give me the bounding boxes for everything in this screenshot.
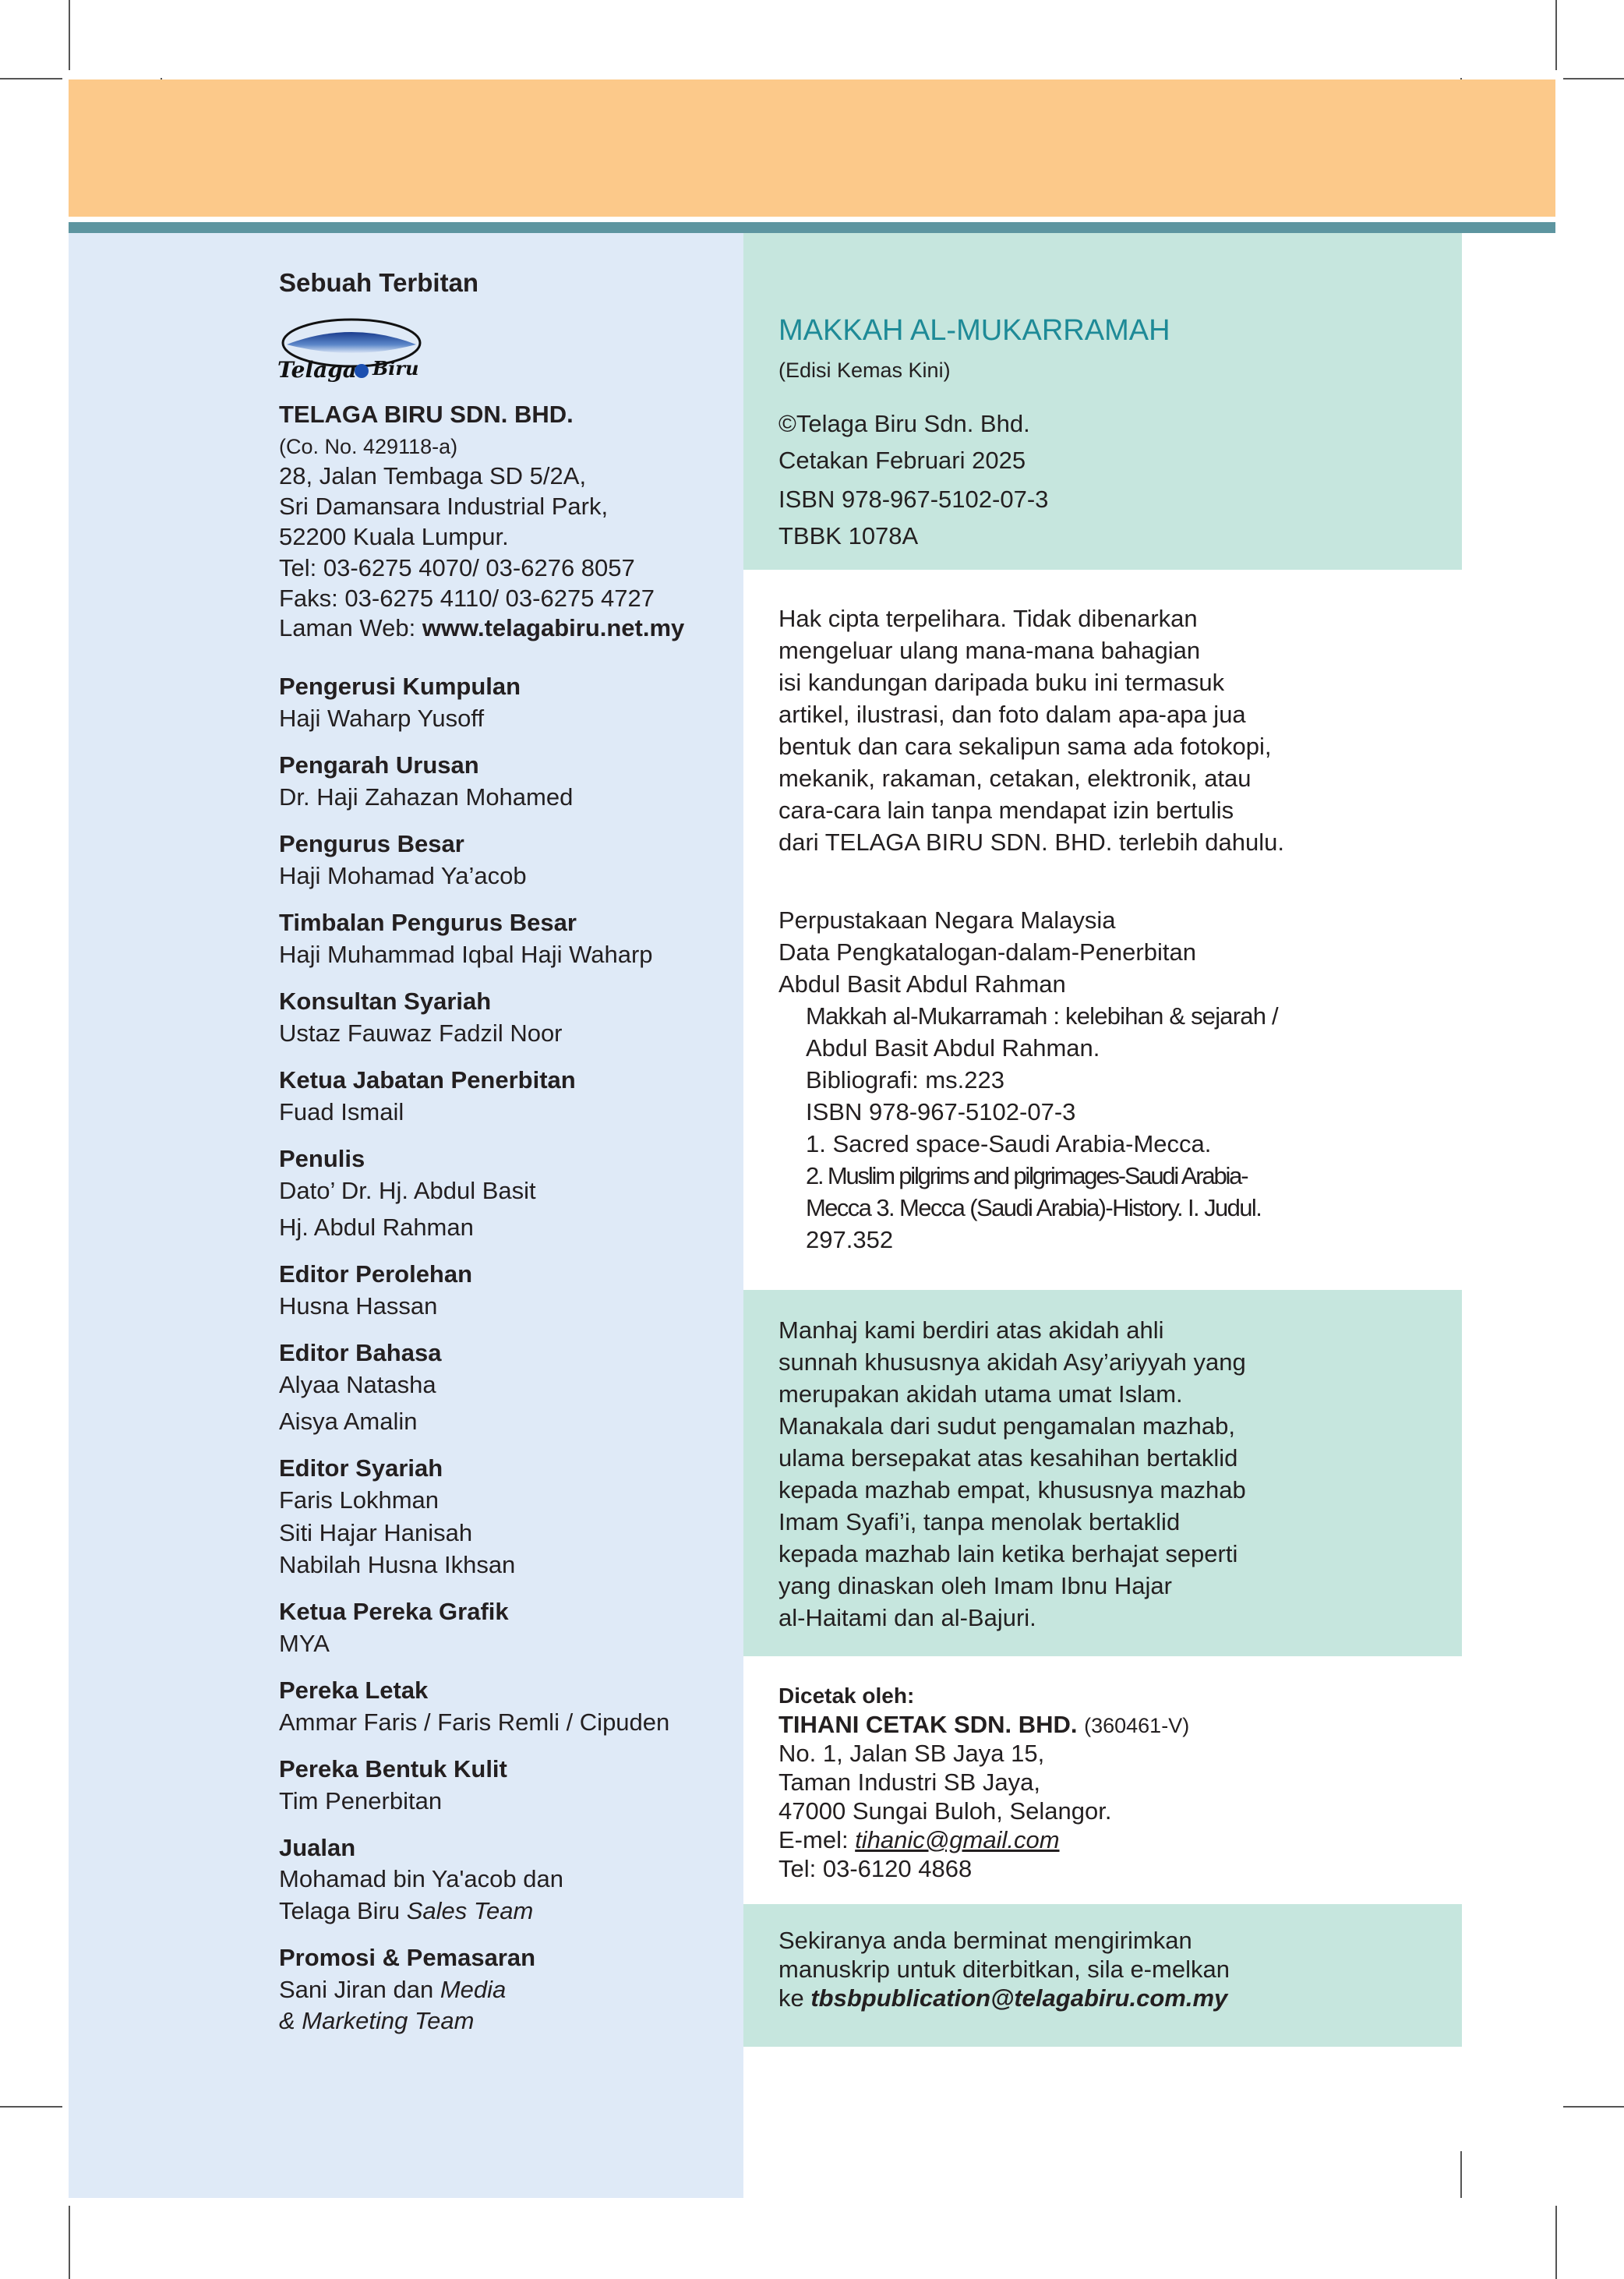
web-label: Laman Web: [279, 614, 422, 641]
crop-mark [1563, 2106, 1624, 2108]
rights-line: artikel, ilustrasi, dan foto dalam apa-apa jua [778, 701, 1246, 728]
printer-address-line: 47000 Sungai Buloh, Selangor. [778, 1797, 1112, 1825]
manuscript-line: Sekiranya anda berminat mengirimkan [778, 1927, 1192, 1954]
credit-name: Ammar Faris / Faris Remli / Cipuden [279, 1708, 670, 1736]
crop-mark [1563, 78, 1624, 80]
credit-name-part: Telaga Biru [279, 1897, 407, 1924]
book-edition: (Edisi Kemas Kini) [778, 359, 951, 382]
book-printing: Cetakan Februari 2025 [778, 447, 1026, 474]
crop-mark [69, 2206, 70, 2279]
credit-role: Ketua Pereka Grafik [279, 1598, 509, 1625]
manuscript-prefix: ke [778, 1984, 811, 2012]
printer-label: Dicetak oleh: [778, 1684, 915, 1708]
publisher-heading: Sebuah Terbitan [279, 268, 479, 297]
publisher-address-line: 52200 Kuala Lumpur. [279, 523, 509, 550]
book-copyright: ©Telaga Biru Sdn. Bhd. [778, 410, 1030, 437]
credit-name: Nabilah Husna Ikhsan [279, 1551, 516, 1578]
catalog-entry: 1. Sacred space-Saudi Arabia-Mecca. [806, 1130, 1212, 1157]
catalog-entry: Bibliografi: ms.223 [806, 1066, 1005, 1094]
rights-line: bentuk dan cara sekalipun sama ada fotokopi, [778, 733, 1272, 760]
book-title: MAKKAH AL-MUKARRAMAH [778, 314, 1170, 347]
publisher-address-line: Sri Damansara Industrial Park, [279, 493, 609, 520]
credit-name-italic: & Marketing Team [279, 2007, 475, 2034]
header-color-band [69, 80, 1555, 217]
rights-line: isi kandungan daripada buku ini termasuk [778, 669, 1225, 696]
manhaj-line: al-Haitami dan al-Bajuri. [778, 1604, 1036, 1631]
web-link[interactable]: www.telagabiru.net.my [422, 614, 685, 641]
book-isbn: ISBN 978-967-5102-07-3 [778, 486, 1049, 513]
printer-email-label: E-mel: [778, 1826, 856, 1853]
credit-name: Ustaz Fauwaz Fadzil Noor [279, 1019, 563, 1047]
credit-name-italic: Sales Team [406, 1897, 534, 1924]
printer-tel: Tel: 03-6120 4868 [778, 1855, 973, 1882]
credit-name: Tim Penerbitan [279, 1787, 443, 1814]
manuscript-email-row [778, 1982, 1227, 2014]
rights-line: dari TELAGA BIRU SDN. BHD. terlebih dahulu. [778, 829, 1284, 856]
rights-line: Hak cipta terpelihara. Tidak dibenarkan [778, 605, 1198, 632]
credit-name: Husna Hassan [279, 1292, 438, 1320]
book-code: TBBK 1078A [778, 522, 919, 549]
credit-role: Timbalan Pengurus Besar [279, 909, 577, 936]
credit-role: Pereka Bentuk Kulit [279, 1755, 507, 1783]
credit-role: Pengarah Urusan [279, 751, 479, 779]
publisher-web [279, 613, 684, 644]
credit-role: Konsultan Syariah [279, 988, 492, 1015]
crop-mark [1555, 2206, 1557, 2279]
catalog-entry: 2. Muslim pilgrims and pilgrimages-Saudi Arabia- [806, 1162, 1248, 1189]
logo-word-left: Telaga [277, 357, 357, 383]
credit-name-mixed [279, 1974, 506, 2005]
catalog-header: Perpustakaan Negara Malaysia [778, 906, 1116, 934]
credit-name: Faris Lokhman [279, 1486, 440, 1514]
printer-name: TIHANI CETAK SDN. BHD. [778, 1711, 1078, 1738]
publisher-fax: Faks: 03-6275 4110/ 03-6275 4727 [279, 585, 655, 612]
crop-mark [0, 78, 62, 80]
manhaj-line: Manakala dari sudut pengamalan mazhab, [778, 1412, 1235, 1440]
printer-address-line: Taman Industri SB Jaya, [778, 1768, 1040, 1796]
credit-name-mixed [279, 1896, 533, 1927]
catalog-entry: 297.352 [806, 1226, 894, 1253]
rights-line: cara-cara lain tanpa mendapat izin bertulis [778, 797, 1234, 824]
crop-mark [0, 2106, 62, 2108]
manhaj-line: yang dinaskan oleh Imam Ibnu Hajar [778, 1572, 1172, 1599]
manhaj-line: Imam Syafi’i, tanpa menolak bertaklid [778, 1508, 1181, 1535]
catalog-entry: ISBN 978-967-5102-07-3 [806, 1098, 1076, 1125]
crop-mark [1460, 2151, 1462, 2198]
credit-role: Editor Syariah [279, 1454, 443, 1482]
manhaj-line: merupakan akidah utama umat Islam. [778, 1380, 1183, 1408]
printer-email-link[interactable]: tihanic@gmail.com [855, 1826, 1060, 1853]
catalog-entry: Abdul Basit Abdul Rahman. [806, 1034, 1100, 1062]
manhaj-line: Manhaj kami berdiri atas akidah ahli [778, 1316, 1164, 1344]
rights-line: mekanik, rakaman, cetakan, elektronik, atau [778, 765, 1252, 792]
credit-name-italic: Media [440, 1976, 507, 2003]
printer-address-line: No. 1, Jalan SB Jaya 15, [778, 1740, 1045, 1767]
credit-name: Mohamad bin Ya'acob dan [279, 1865, 563, 1892]
credit-role: Pereka Letak [279, 1677, 429, 1704]
credit-role: Pengurus Besar [279, 830, 464, 857]
credit-name: Siti Hajar Hanisah [279, 1519, 473, 1546]
manuscript-email-link[interactable]: tbsbpublication@telagabiru.com.my [810, 1984, 1228, 2012]
credit-role: Pengerusi Kumpulan [279, 673, 521, 700]
manhaj-line: sunnah khususnya akidah Asy’ariyyah yang [778, 1348, 1246, 1376]
printer-email-row [778, 1824, 1060, 1856]
credit-name: Fuad Ismail [279, 1098, 404, 1125]
manhaj-line: ulama bersepakat atas kesahihan bertaklid [778, 1444, 1238, 1472]
rights-line: mengeluar ulang mana-mana bahagian [778, 637, 1201, 664]
credit-role: Promosi & Pemasaran [279, 1944, 536, 1971]
publisher-company: TELAGA BIRU SDN. BHD. [279, 401, 574, 428]
catalog-header: Data Pengkatalogan-dalam-Penerbitan [778, 938, 1196, 966]
logo-word-right: Biru [372, 357, 419, 380]
credit-name: MYA [279, 1630, 330, 1657]
credit-name: Dato’ Dr. Hj. Abdul Basit [279, 1177, 536, 1204]
crop-mark [69, 0, 70, 70]
catalog-entry: Makkah al-Mukarramah : kelebihan & sejarah / [806, 1002, 1278, 1030]
credit-role: Editor Perolehan [279, 1260, 473, 1288]
telaga-biru-logo [277, 310, 425, 385]
crop-mark [1555, 0, 1557, 70]
credit-name: Alyaa Natasha [279, 1371, 436, 1398]
catalog-author: Abdul Basit Abdul Rahman [778, 970, 1066, 998]
credit-role: Editor Bahasa [279, 1339, 442, 1366]
credit-role: Jualan [279, 1834, 356, 1861]
printer-reg: (360461-V) [1084, 1714, 1190, 1737]
manhaj-line: kepada mazhab empat, khususnya mazhab [778, 1476, 1246, 1503]
credit-role: Ketua Jabatan Penerbitan [279, 1066, 576, 1094]
credit-name: Hj. Abdul Rahman [279, 1214, 474, 1241]
publisher-tel: Tel: 03-6275 4070/ 03-6276 8057 [279, 554, 635, 581]
manhaj-line: kepada mazhab lain ketika berhajat seperti [778, 1540, 1238, 1567]
publisher-address-line: 28, Jalan Tembaga SD 5/2A, [279, 462, 587, 489]
manuscript-line: manuskrip untuk diterbitkan, sila e-melkan [778, 1956, 1230, 1983]
credit-name: Dr. Haji Zahazan Mohamed [279, 783, 574, 811]
credit-role: Penulis [279, 1145, 365, 1172]
credit-name-part: Sani Jiran dan [279, 1976, 440, 2003]
header-rule [69, 222, 1555, 233]
credit-name: Haji Mohamad Ya’acob [279, 862, 527, 889]
catalog-entry: Mecca 3. Mecca (Saudi Arabia)-History. I. Judul. [806, 1194, 1262, 1221]
credit-name: Haji Waharp Yusoff [279, 705, 485, 732]
credit-name: Aisya Amalin [279, 1408, 418, 1435]
publisher-company-no: (Co. No. 429118-a) [279, 435, 458, 458]
credit-name: Haji Muhammad Iqbal Haji Waharp [279, 941, 653, 968]
